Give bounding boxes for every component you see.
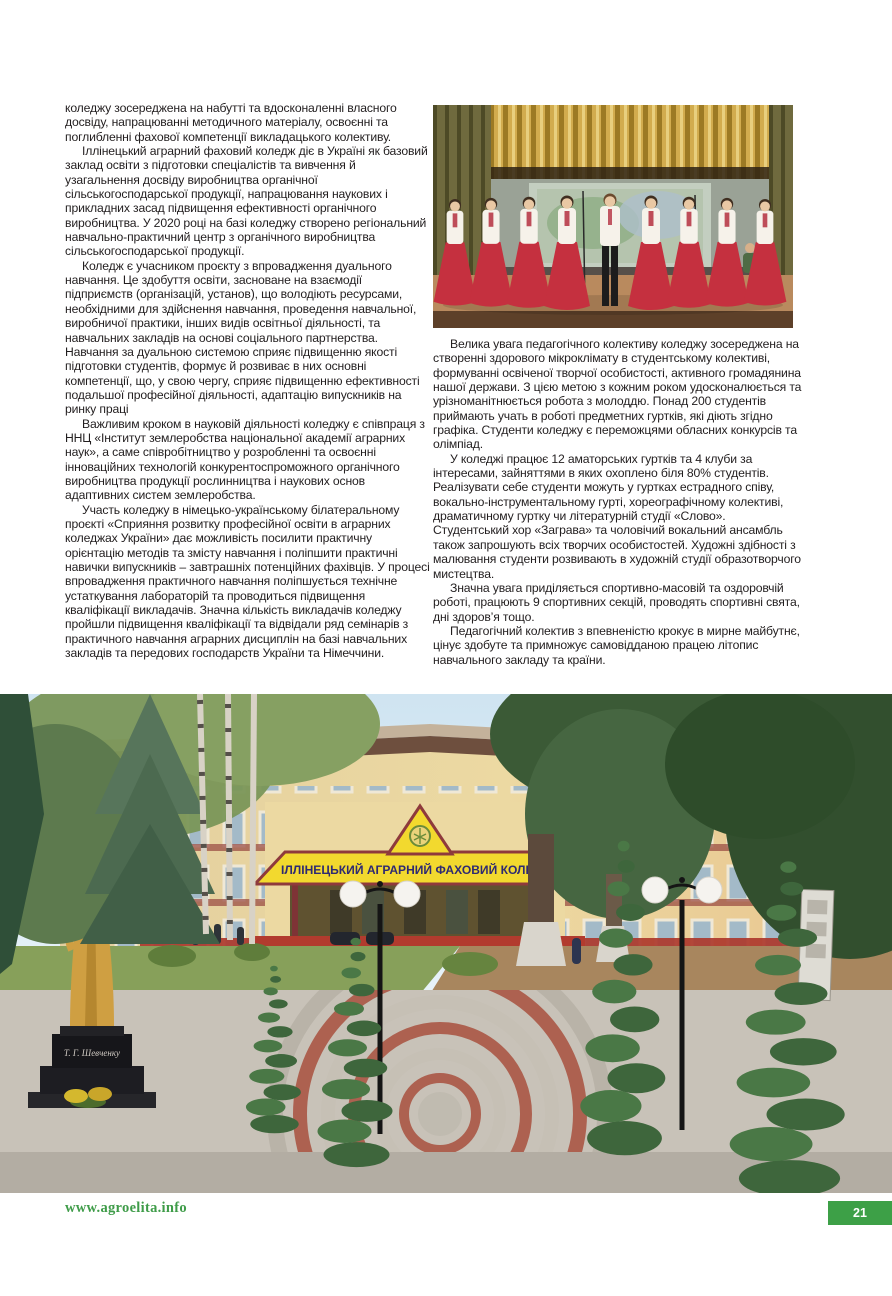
paragraph: У коледжі працює 12 аматорських гуртків та 4 клуби за інтересами, зайняттями в яких охоплено біля 80% студентів. Реалізувати себе студенти можуть у гуртках естрадного співу, вокально-інструментальному гурті, хореографічному колективі, драматичному гуртку чи літературній студії «Слово». Студентський хор «Заграва» та чоловічий вокальний ансамбль також запрошують всіх творчих особистостей. Художні здібності з малювання студенти розвивають в художній студії образотворчого мистецтва. bbox=[433, 451, 801, 581]
page-number-badge bbox=[828, 1201, 892, 1225]
paragraph: Педагогічний колектив з впевненістю крокує в мирне майбутнє, цінує здобуте та примножує самовідданою працею літопис навчального закладу та країни. bbox=[433, 623, 800, 667]
statue-inscription: Т. Г. Шевченку bbox=[63, 1048, 121, 1058]
paragraph: Велика увага педагогічного колективу коледжу зосереджена на створенні здорового мікроклімату в студентському колективі, формуванні освіченої творчої особистості, активного громадянина нашої держави. З цією метою з кожним роком удосконалюється та урізноманітнюється робота з молоддю. Понад 200 студентів приймають учать в роботі предметних гуртків, які діють згідно графіка. Студенти коледжу є переможцями обласних конкурсів та олімпіад. bbox=[433, 337, 802, 452]
page-number: 21 bbox=[853, 1206, 867, 1220]
paragraph: Коледж є учасником проєкту з впровадження дуального навчання. Це здобуття освіти, засноване на взаємодії підприємств (організацій, установ), що володіють ресурсами, необхідними для здійснення навчання, проведення навчальної, виробничої практики, інших видів освітньої діяльності, та навчальних закладів на основі соціального партнерства. Навчання за дуальною системою сприяє підвищенню якості підготовки студентів, формує й розвиває в них основні компетенції, що, у свою чергу, сприяє підвищенню ефективності подальшої професійної діяльності, адаптацію випускників на ринку праці bbox=[65, 258, 420, 417]
article-left-column bbox=[65, 101, 432, 660]
footer-website-link: www.agroelita.info bbox=[65, 1200, 187, 1216]
college-sign-text: ІЛЛІНЕЦЬКИЙ АГРАРНИЙ ФАХОВИЙ КОЛЕДЖ bbox=[281, 863, 552, 877]
paragraph: Важливим кроком в науковій діяльності коледжу є співпраця з ННЦ «Інститут землеробства національної академії аграрних наук», а саме співробітництво у розробленні та освоєнні інноваційних технологій конкурентоспроможного органічного виробництва продукції рослинництва і наукових основ адаптивних систем землеробства. bbox=[65, 416, 425, 503]
paragraph: Значна увага приділяється спортивно-масовій та оздоровчій роботі, працюють 9 спортивних секцій, проводять спортивні свята, дні здоров’я тощо. bbox=[433, 580, 800, 624]
paragraph: Іллінецький аграрний фаховий коледж діє в Україні як базовий заклад освіти з підготовки спеціалістів та вивчення й узагальнення досвіду виробництва органічної сільськогосподарської продукції, напрацювання наукових і прикладних засад підвищення ефективності органічного виробництва. У 2020 році на базі коледжу створено регіональний навчально-практичний центр з органічного виробництва сільськогосподарської продукції. bbox=[65, 144, 428, 259]
article-right-column bbox=[433, 337, 804, 667]
choir-stage-photo bbox=[433, 105, 793, 328]
paragraph: Участь коледжу в німецько-українському білатеральному проєкті «Сприяння розвитку професійної освіти в аграрних коледжах України» дає можливість посилити практичну орієнтацію методів та змісту навчання і поліпшити практичні навички випускників – завтрашніх потенційних фахівців. У процесі впровадження практичного навчання поліпшується технічне устаткування лабораторій та проводиться підвищення кваліфікації викладачів. Значна кількість викладачів коледжу пройшли підвищення кваліфікації та відвідали ряд семінарів з практичного навчання аграрних дисциплін на базі навчальних закладів та передових господарств України та Німеччини. bbox=[65, 502, 430, 661]
college-campus-photo bbox=[0, 694, 892, 1193]
paragraph: коледжу зосереджена на набутті та вдосконаленні власного досвіду, напрацюванні методичного матеріалу, освоєнні та поглибленні фахової компетенції викладацького колективу. bbox=[65, 101, 397, 144]
